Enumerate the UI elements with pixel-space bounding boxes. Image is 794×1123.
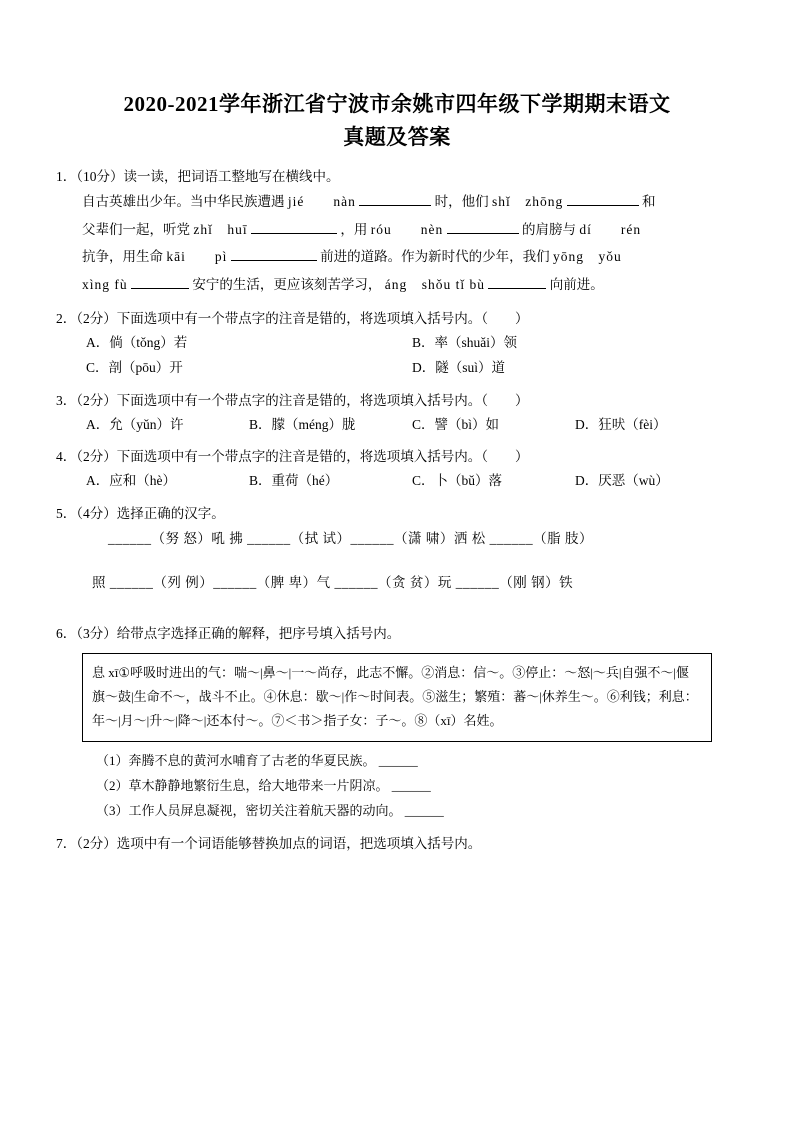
option-a[interactable]: A．倘（tǒng）若 [86, 334, 188, 350]
pinyin-segment: yōng yǒu [553, 249, 622, 265]
question-5 [56, 504, 738, 598]
pinyin-segment: jié nàn [287, 194, 356, 210]
question-6-sub-3[interactable]: （3）工作人员屏息凝视，密切关注着航天器的动向。 ______ [96, 803, 444, 819]
question-6-definition-box: 息 xī①呼吸时进出的气：喘～|鼻～|一～尚存，此志不懈。②消息：信～。③停止：～怒|～兵|自强不～|偃旗～鼓|生命不～，战斗不止。④休息：歇～|作～时间表。⑤滋生；繁殖：蕃～|休养生～。⑥利钱；利息：年～|月～|升～|降～|还本付～。⑦＜书＞指子女：子～。⑧（xī）名姓。 [82, 653, 712, 742]
pinyin-segment: zhǐ huī [193, 221, 248, 237]
answer-blank[interactable] [231, 260, 317, 261]
option-d[interactable]: D．厌恶（wù） [575, 473, 669, 489]
answer-blank[interactable] [359, 205, 431, 206]
question-3-stem: 3．（2分）下面选项中有一个带点字的注音是错的，将选项填入括号内。（ ） [56, 392, 529, 408]
text-segment: 前进的道路。作为新时代的少年，我们 [320, 249, 550, 265]
answer-blank[interactable] [488, 288, 546, 289]
question-1-line-3 [56, 243, 738, 271]
question-1-stem: 1．（10分）读一读，把词语工整地写在横线中。 [56, 169, 340, 185]
question-5-fill-line-2[interactable]: 照 ______（列 例）______（脾 卑）气 ______（贪 贫）玩 ______（刚 钢）铁 [92, 575, 574, 591]
pinyin-segment: shǐ zhōng [492, 194, 564, 210]
question-4-stem: 4．（2分）下面选项中有一个带点字的注音是错的，将选项填入括号内。（ ） [56, 449, 529, 465]
question-2 [56, 309, 738, 381]
question-5-stem: 5．（4分）选择正确的汉字。 [56, 506, 225, 522]
question-2-options-row-2 [56, 355, 738, 381]
spacer [56, 598, 738, 614]
question-6-stem: 6．（3分）给带点字选择正确的解释，把序号填入括号内。 [56, 625, 401, 641]
question-3 [56, 391, 738, 438]
pinyin-segment: xìng fù [82, 277, 128, 293]
text-segment: 和 [642, 194, 656, 210]
text-segment: 的肩膀与 [522, 221, 576, 237]
question-4-options [56, 468, 738, 494]
spacer [56, 553, 738, 569]
option-a[interactable]: A．应和（hè） [86, 473, 176, 489]
pinyin-segment: róu nèn [370, 221, 444, 237]
answer-blank[interactable] [131, 288, 189, 289]
question-1-line-4 [56, 271, 738, 299]
pinyin-segment: dí rén [579, 221, 642, 237]
title-line-2: 真题及答案 [343, 124, 451, 149]
pinyin-segment: kāi pì [166, 249, 228, 265]
question-1 [56, 167, 738, 299]
option-c[interactable]: C．剖（pōu）开 [86, 360, 183, 376]
option-b[interactable]: B．重荷（hé） [249, 473, 339, 489]
text-segment: 安宁的生活，更应该刻苦学习， [192, 277, 382, 293]
answer-blank[interactable] [447, 233, 519, 234]
question-1-line-2 [56, 216, 738, 244]
answer-blank[interactable] [567, 205, 639, 206]
option-d[interactable]: D．隧（suì）道 [412, 360, 506, 376]
text-segment: 抗争，用生命 [82, 249, 163, 265]
text-segment: ，用 [340, 221, 368, 237]
page-title [56, 88, 738, 153]
question-7-stem: 7．（2分）选项中有一个词语能够替换加点的词语，把选项填入括号内。 [56, 835, 482, 851]
text-segment: 父辈们一起，听党 [82, 221, 190, 237]
question-4 [56, 447, 738, 494]
question-6-sub-2[interactable]: （2）草木静静地繁衍生息，给大地带来一片阴凉。 ______ [96, 778, 431, 794]
question-2-options-row-1 [56, 330, 738, 356]
answer-blank[interactable] [251, 233, 337, 234]
option-b[interactable]: B．率（shuǎi）领 [412, 334, 518, 350]
text-segment: 自古英雄出少年。当中华民族遭遇 [82, 194, 285, 210]
question-2-stem: 2．（2分）下面选项中有一个带点字的注音是错的，将选项填入括号内。（ ） [56, 310, 529, 326]
option-c[interactable]: C．卜（bǔ）落 [412, 473, 503, 489]
option-b[interactable]: B．朦（méng）胧 [249, 416, 356, 432]
option-a[interactable]: A．允（yǔn）许 [86, 416, 184, 432]
title-line-1: 2020-2021学年浙江省宁波市余姚市四年级下学期期末语文 [123, 92, 671, 116]
text-segment: 时，他们 [434, 194, 489, 210]
option-d[interactable]: D．狂吠（fèi） [575, 416, 667, 432]
pinyin-segment: áng shǒu tǐ bù [384, 277, 485, 293]
question-6-sub-1[interactable]: （1）奔腾不息的黄河水哺育了古老的华夏民族。 ______ [96, 752, 418, 768]
question-7 [56, 834, 738, 855]
question-6 [56, 624, 738, 824]
option-c[interactable]: C．譬（bì）如 [412, 416, 500, 432]
question-5-fill-line-1[interactable]: ______（努 怒）吼 拂 ______（拭 试）______（潇 啸）洒 松 ______（脂 肢） [108, 530, 593, 546]
question-1-line-1 [56, 188, 738, 216]
text-segment: 向前进。 [549, 277, 604, 293]
question-3-options [56, 412, 738, 438]
